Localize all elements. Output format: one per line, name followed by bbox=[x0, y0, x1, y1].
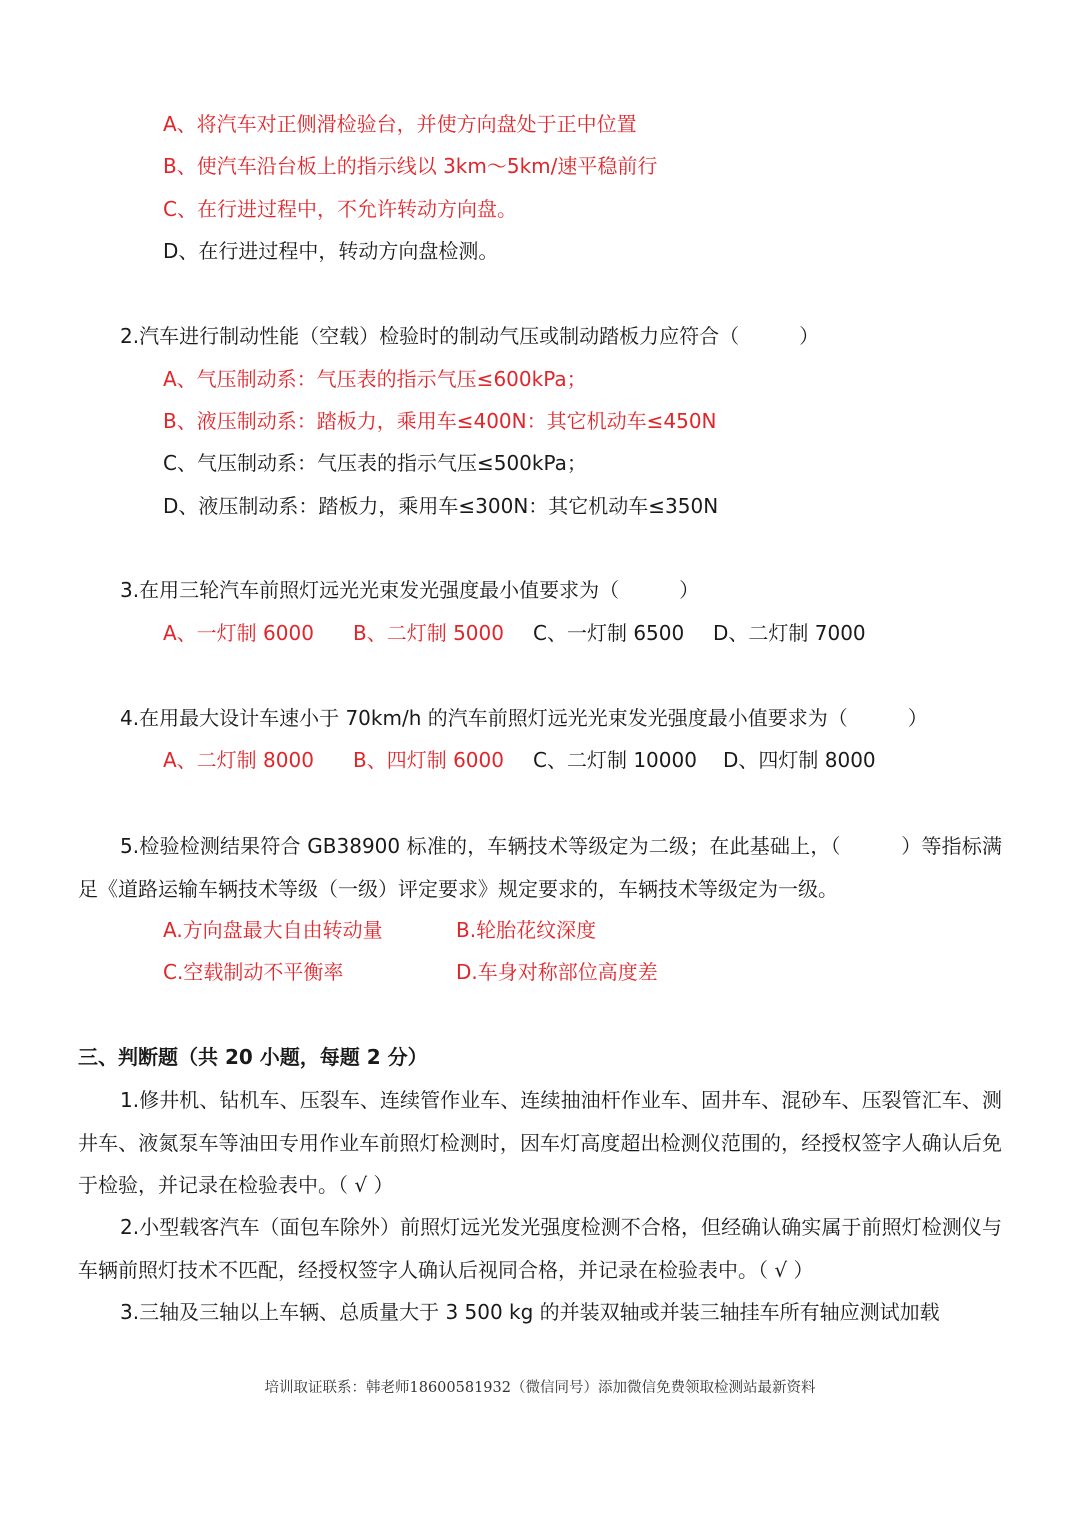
q2-option-b: B、液压制动系：踏板力，乘用车≤400N：其它机动车≤450N bbox=[163, 409, 717, 433]
q3-option-c: C、一灯制 6500 bbox=[533, 621, 685, 645]
q3-option-a: A、一灯制 6000 bbox=[163, 621, 314, 645]
judgment-item: 3.三轴及三轴以上车辆、总质量大于 3 500 kg 的并装双轴或并装三轴挂车所有轴应测试加载 bbox=[120, 1300, 940, 1324]
q3-stem: 3.在用三轮汽车前照灯远光光束发光强度最小值要求为（ ） bbox=[120, 578, 700, 602]
q2-option-c: C、气压制动系：气压表的指示气压≤500kPa； bbox=[163, 451, 587, 475]
q3-option-b: B、二灯制 5000 bbox=[353, 621, 504, 645]
q5-stem: 5.检验检测结果符合 GB38900 标准的，车辆技术等级定为二级；在此基础上，（ ）等指标满足《道路运输车辆技术等级（一级）评定要求》规定要求的，车辆技术等级定为一级。 bbox=[78, 834, 1002, 901]
judgment-item: 2.小型载客汽车（面包车除外）前照灯远光发光强度检测不合格，但经确认确实属于前照灯检测仪与车辆前照灯技术不匹配，经授权签字人确认后视同合格，并记录在检验表中。（ √ ） bbox=[78, 1215, 1002, 1282]
judgment-item: 1.修井机、钻机车、压裂车、连续管作业车、连续抽油杆作业车、固井车、混砂车、压裂管汇车、测井车、液氮泵车等油田专用作业车前照灯检测时，因车灯高度超出检测仪范围的，经授权签字人确认后免于检验，并记录在检验表中。（ √ ） bbox=[78, 1088, 1002, 1197]
q4-option-a: A、二灯制 8000 bbox=[163, 748, 314, 772]
q1-option-b: B、使汽车沿台板上的指示线以 3km～5km/速平稳前行 bbox=[163, 154, 658, 178]
q2-stem: 2.汽车进行制动性能（空载）检验时的制动气压或制动踏板力应符合（ ） bbox=[120, 324, 820, 348]
q1-option-a: A、将汽车对正侧滑检验台，并使方向盘处于正中位置 bbox=[163, 112, 637, 136]
q5-option-b: B.轮胎花纹深度 bbox=[456, 918, 597, 942]
q2-option-d: D、液压制动系：踏板力，乘用车≤300N：其它机动车≤350N bbox=[163, 494, 719, 518]
footer-contact: 培训取证联系：韩老师18600581932（微信同号）添加微信免费领取检测站最新资料 bbox=[264, 1380, 816, 1396]
q1-option-c: C、在行进过程中，不允许转动方向盘。 bbox=[163, 197, 517, 221]
q2-option-a: A、气压制动系：气压表的指示气压≤600kPa； bbox=[163, 367, 587, 391]
q3-option-d: D、二灯制 7000 bbox=[713, 621, 866, 645]
q4-stem: 4.在用最大设计车速小于 70km/h 的汽车前照灯远光光束发光强度最小值要求为（ ） bbox=[120, 706, 928, 730]
q5-option-d: D.车身对称部位高度差 bbox=[456, 960, 658, 984]
q1-option-d: D、在行进过程中，转动方向盘检测。 bbox=[163, 239, 499, 263]
q4-option-c: C、二灯制 10000 bbox=[533, 748, 697, 772]
q4-option-d: D、四灯制 8000 bbox=[723, 748, 876, 772]
q4-option-b: B、四灯制 6000 bbox=[353, 748, 504, 772]
q5-option-c: C.空载制动不平衡率 bbox=[163, 960, 344, 984]
section-heading: 三、判断题（共 20 小题，每题 2 分） bbox=[78, 1045, 428, 1069]
q5-option-a: A.方向盘最大自由转动量 bbox=[163, 918, 383, 942]
